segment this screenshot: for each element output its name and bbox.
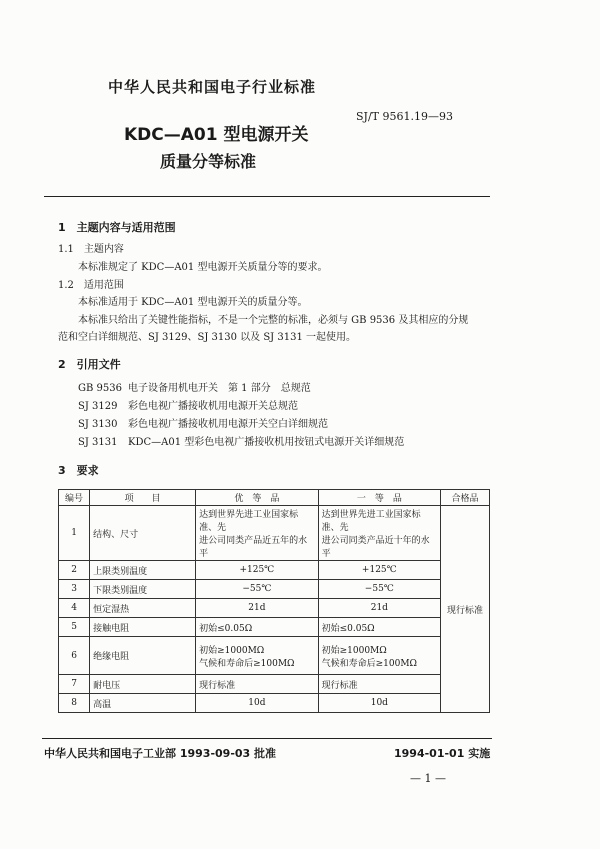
table-row	[59, 561, 490, 580]
row-no: 4	[59, 599, 90, 618]
standard-category: 中华人民共和国电子行业标准	[108, 78, 317, 96]
row-superior: 现行标准	[196, 675, 318, 694]
cell-line: 进公司同类产品近五年的水平	[199, 536, 308, 559]
table-row	[59, 599, 490, 618]
row-first: 10d	[318, 694, 440, 713]
cell-line: 气候和寿命后≥100MΩ	[321, 658, 417, 669]
section1-2-text3: 范和空白详细规范、SJ 3129、SJ 3130 以及 SJ 3131 一起使用。	[58, 332, 356, 343]
implementation-date: 1994-01-01 实施	[394, 747, 491, 760]
section1-heading: 1 主题内容与适用范围	[58, 221, 176, 234]
header-divider	[44, 196, 490, 197]
row-first: −55℃	[318, 580, 440, 599]
row-superior: 10d	[196, 694, 318, 713]
ref-code: SJ 3130	[78, 419, 118, 430]
row-no: 6	[59, 637, 90, 675]
approval-statement: 中华人民共和国电子工业部 1993-09-03 批准	[44, 747, 277, 760]
row-no: 2	[59, 561, 90, 580]
table-row	[59, 637, 490, 675]
row-no: 3	[59, 580, 90, 599]
table-row	[59, 580, 490, 599]
section1-1-heading: 1.1 主题内容	[58, 244, 124, 255]
ref-title: 电子设备用机电开关 第 1 部分 总规范	[128, 383, 311, 394]
row-superior	[196, 506, 318, 561]
page-number: — 1 —	[410, 772, 446, 785]
row-superior	[196, 637, 318, 675]
cell-line: 气候和寿命后≥100MΩ	[199, 658, 295, 669]
table-row	[59, 694, 490, 713]
section1-1-text: 本标准规定了 KDC—A01 型电源开关质量分等的要求。	[78, 262, 328, 273]
row-superior: +125℃	[196, 561, 318, 580]
cell-line: 进公司同类产品近十年的水平	[321, 536, 430, 559]
table-header-row	[59, 490, 490, 506]
section1-2-heading: 1.2 适用范围	[58, 280, 124, 291]
document-title-line2: 质量分等标准	[160, 152, 257, 171]
header-first: 一 等 品	[318, 490, 440, 506]
row-first: 21d	[318, 599, 440, 618]
ref-code: SJ 3131	[78, 437, 118, 448]
ref-code: GB 9536	[78, 383, 122, 394]
row-superior: 21d	[196, 599, 318, 618]
row-item: 接触电阻	[90, 618, 196, 637]
row-first: +125℃	[318, 561, 440, 580]
row-superior: −55℃	[196, 580, 318, 599]
row-item: 恒定湿热	[90, 599, 196, 618]
cell-line: 达到世界先进工业国家标准、先	[199, 510, 299, 533]
row-item: 下限类别温度	[90, 580, 196, 599]
header-superior: 优 等 品	[196, 490, 318, 506]
row-item: 耐电压	[90, 675, 196, 694]
row-item: 上限类别温度	[90, 561, 196, 580]
footer-divider	[42, 738, 492, 739]
row-item: 结构、尺寸	[90, 506, 196, 561]
cell-line: 达到世界先进工业国家标准、先	[321, 510, 421, 533]
section1-2-text2: 本标准只给出了关键性能指标，不是一个完整的标准，必须与 GB 9536 及其相应的分规	[78, 315, 469, 326]
row-item: 绝缘电阻	[90, 637, 196, 675]
row-item: 高温	[90, 694, 196, 713]
ref-title: 彩色电视广播接收机用电源开关空白详细规范	[128, 419, 328, 430]
row-no: 5	[59, 618, 90, 637]
row-first: 初始≤0.05Ω	[318, 618, 440, 637]
row-first: 现行标准	[318, 675, 440, 694]
row-no: 1	[59, 506, 90, 561]
ref-title: 彩色电视广播接收机用电源开关总规范	[128, 401, 298, 412]
row-first	[318, 506, 440, 561]
document-title-line1: KDC—A01 型电源开关	[124, 125, 309, 145]
row-superior: 初始≤0.05Ω	[196, 618, 318, 637]
requirements-table	[58, 489, 490, 713]
section2-heading: 2 引用文件	[58, 358, 121, 371]
table-row	[59, 506, 490, 561]
ref-title: KDC—A01 型彩色电视广播接收机用按钮式电源开关详细规范	[128, 437, 405, 448]
row-no: 8	[59, 694, 90, 713]
section3-heading: 3 要求	[58, 464, 99, 477]
section1-2-text1: 本标准适用于 KDC—A01 型电源开关的质量分等。	[78, 297, 308, 308]
header-item: 项 目	[90, 490, 196, 506]
table-row	[59, 675, 490, 694]
cell-line: 初始≥1000MΩ	[199, 645, 265, 656]
standard-code: SJ/T 9561.19—93	[356, 110, 453, 123]
row-no: 7	[59, 675, 90, 694]
qualified-note: 现行标准	[441, 506, 490, 713]
header-no: 编号	[59, 490, 90, 506]
header-qualified: 合格品	[441, 490, 490, 506]
row-first	[318, 637, 440, 675]
ref-code: SJ 3129	[78, 401, 118, 412]
cell-line: 初始≥1000MΩ	[321, 645, 387, 656]
table-row	[59, 618, 490, 637]
